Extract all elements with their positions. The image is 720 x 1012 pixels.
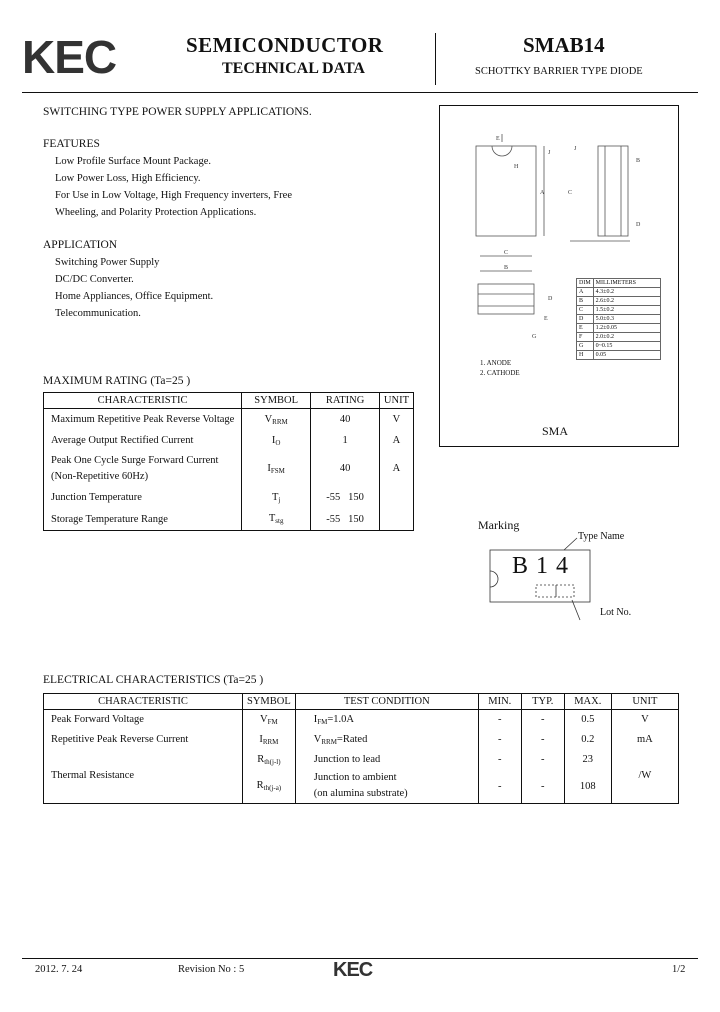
table-row (44, 730, 679, 750)
svg-text:C: C (568, 190, 573, 196)
unit-cell (611, 750, 678, 770)
dim-key: E (577, 324, 594, 333)
svg-text:E: E (544, 316, 548, 322)
footer-date: 2012. 7. 24 (35, 964, 83, 975)
max-cell: 108 (564, 770, 611, 804)
dim-value: 4.3±0.2 (593, 288, 660, 297)
char-cell (44, 750, 243, 770)
unit-cell: /W (611, 770, 678, 804)
svg-text:D: D (636, 222, 641, 228)
footer-revision: Revision No : 5 (178, 964, 245, 975)
application-title: APPLICATION (43, 239, 118, 251)
typ-cell: - (521, 770, 564, 804)
min-cell: - (478, 750, 521, 770)
header-subtitle: TECHNICAL DATA (222, 60, 365, 77)
col-header: CHARACTERISTIC (44, 393, 242, 409)
char-cell: Storage Temperature Range (51, 513, 168, 525)
max-rating-title: MAXIMUM RATING (Ta=25 ) (43, 375, 191, 387)
dim-value: 5.0±0.3 (593, 315, 660, 324)
pin-label: 2. CATHODE (480, 369, 520, 377)
col-header: TEST CONDITION (295, 694, 478, 710)
unit-cell (379, 487, 413, 509)
dim-key: G (577, 342, 594, 351)
electrical-title: ELECTRICAL CHARACTERISTICS (Ta=25 ) (43, 674, 264, 686)
dim-value: 0~0.15 (593, 342, 660, 351)
dimension-table (576, 278, 661, 360)
typ-cell: - (521, 710, 564, 730)
dim-key: D (577, 315, 594, 324)
application-item: Home Appliances, Office Equipment. (55, 291, 214, 302)
marking-code: B14 (512, 553, 577, 579)
table-row (44, 451, 414, 487)
svg-text:B: B (636, 158, 641, 164)
svg-text:C: C (504, 250, 509, 256)
svg-text:A: A (540, 190, 545, 196)
symbol-cell: $I_{RRM}$ (243, 730, 296, 750)
kec-logo: KEC (22, 31, 117, 83)
max-cell: 0.2 (564, 730, 611, 750)
symbol-cell: $R_{th(j-l)}$ (243, 750, 296, 770)
col-header: UNIT (611, 694, 678, 710)
max-cell: 23 (564, 750, 611, 770)
dim-value: 2.0±0.2 (593, 333, 660, 342)
char-cell: Maximum Repetitive Peak Reverse Voltage (51, 414, 235, 426)
footer-page-number: 1/2 (672, 964, 686, 975)
condition-cell (295, 770, 478, 804)
dim-key: C (577, 306, 594, 315)
dim-value: 2.6±0.2 (593, 297, 660, 306)
char-cell (44, 451, 242, 487)
symbol-cell: $T_{stg}$ (242, 509, 311, 531)
pin-label: 1. ANODE (480, 359, 512, 367)
type-name-label: Type Name (578, 531, 625, 542)
marking-title: Marking (478, 518, 520, 532)
col-header: TYP. (521, 694, 564, 710)
dim-key: A (577, 288, 594, 297)
package-name: SMA (542, 424, 569, 438)
symbol-cell: $I_O$ (242, 431, 311, 451)
dim-header-dim: DIM (577, 279, 594, 288)
unit-cell: V (611, 710, 678, 730)
rating-cell: 1 (311, 431, 380, 451)
max-rating-table (43, 392, 414, 531)
symbol-cell: $V_{RRM}$ (242, 409, 311, 431)
rating-cell: -55 150 (311, 487, 380, 509)
svg-text:J: J (548, 150, 551, 156)
svg-text:B: B (504, 265, 509, 271)
svg-text:D: D (548, 296, 553, 302)
table-row (44, 750, 679, 770)
min-cell: - (478, 730, 521, 750)
char-cell: Average Output Rectified Current (51, 435, 194, 446)
char-line: Peak One Cycle Surge Forward Current (51, 454, 219, 466)
footer-kec-logo: KEC (333, 959, 373, 981)
rating-cell: 40 (311, 451, 380, 487)
condition-cell: $V_{RRM}=Rated$ (295, 730, 478, 750)
condition-line: Junction to ambient (313, 772, 397, 784)
dim-value: 1.5±0.2 (593, 306, 660, 315)
col-header: SYMBOL (242, 393, 311, 409)
dim-key: F (577, 333, 594, 342)
char-cell: Repetitive Peak Reverse Current (51, 734, 189, 745)
unit-cell: A (379, 431, 413, 451)
dim-key: B (577, 297, 594, 306)
char-cell: Thermal Resistance (51, 769, 135, 781)
application-line: SWITCHING TYPE POWER SUPPLY APPLICATIONS. (43, 106, 312, 118)
condition-cell: $I_{FM}=1.0A$ (295, 710, 478, 730)
electrical-table (43, 693, 679, 804)
unit-cell: A (379, 451, 413, 487)
table-row (44, 710, 679, 730)
table-row (44, 487, 414, 509)
table-row (44, 431, 414, 451)
typ-cell: - (521, 750, 564, 770)
features-title: FEATURES (43, 138, 100, 150)
condition-cell: Junction to lead (295, 750, 478, 770)
char-line: (Non-Repetitive 60Hz) (51, 470, 149, 482)
table-row (44, 509, 414, 531)
symbol-cell: $V_{FM}$ (243, 710, 296, 730)
table-row (44, 409, 414, 431)
application-item: DC/DC Converter. (55, 274, 134, 285)
col-header: SYMBOL (243, 694, 296, 710)
col-header: CHARACTERISTIC (44, 694, 243, 710)
feature-item: Low Profile Surface Mount Package. (55, 156, 211, 167)
feature-item: Wheeling, and Polarity Protection Applications. (55, 207, 257, 218)
col-header: UNIT (379, 393, 413, 409)
feature-item: Low Power Loss, High Efficiency. (55, 173, 201, 184)
dim-key: H (577, 351, 594, 360)
unit-cell: mA (611, 730, 678, 750)
typ-cell: - (521, 730, 564, 750)
header-divider (435, 33, 436, 85)
char-cell: Junction Temperature (51, 492, 142, 503)
max-cell: 0.5 (564, 710, 611, 730)
svg-text:H: H (514, 164, 519, 170)
lot-number-label: Lot No. (600, 607, 632, 618)
feature-item: For Use in Low Voltage, High Frequency inverters, Free (55, 190, 292, 201)
svg-text:G: G (532, 334, 537, 340)
package-drawing-box (439, 105, 679, 447)
unit-cell: V (379, 409, 413, 431)
dim-value: 1.2±0.05 (593, 324, 660, 333)
application-item: Switching Power Supply (55, 257, 160, 268)
dim-value: 0.05 (593, 351, 660, 360)
min-cell: - (478, 770, 521, 804)
symbol-cell: $R_{th(j-a)}$ (243, 770, 296, 804)
rating-cell: -55 150 (311, 509, 380, 531)
condition-line: (on alumina substrate) (313, 788, 408, 800)
min-cell: - (478, 710, 521, 730)
header-title: SEMICONDUCTOR (186, 33, 384, 57)
unit-cell (379, 509, 413, 531)
col-header: MIN. (478, 694, 521, 710)
svg-text:E: E (496, 136, 500, 142)
header-rule (22, 92, 698, 93)
rating-cell: 40 (311, 409, 380, 431)
symbol-cell: $T_j$ (242, 487, 311, 509)
part-number: SMAB14 (523, 33, 605, 57)
char-cell: Peak Forward Voltage (51, 714, 144, 726)
table-row (44, 770, 679, 804)
part-description: SCHOTTKY BARRIER TYPE DIODE (475, 66, 643, 77)
dim-header-mm: MILLIMETERS (593, 279, 660, 288)
col-header: RATING (311, 393, 380, 409)
col-header: MAX. (564, 694, 611, 710)
symbol-cell: $I_{FSM}$ (242, 451, 311, 487)
application-item: Telecommunication. (55, 308, 141, 319)
svg-text:J: J (574, 146, 577, 152)
